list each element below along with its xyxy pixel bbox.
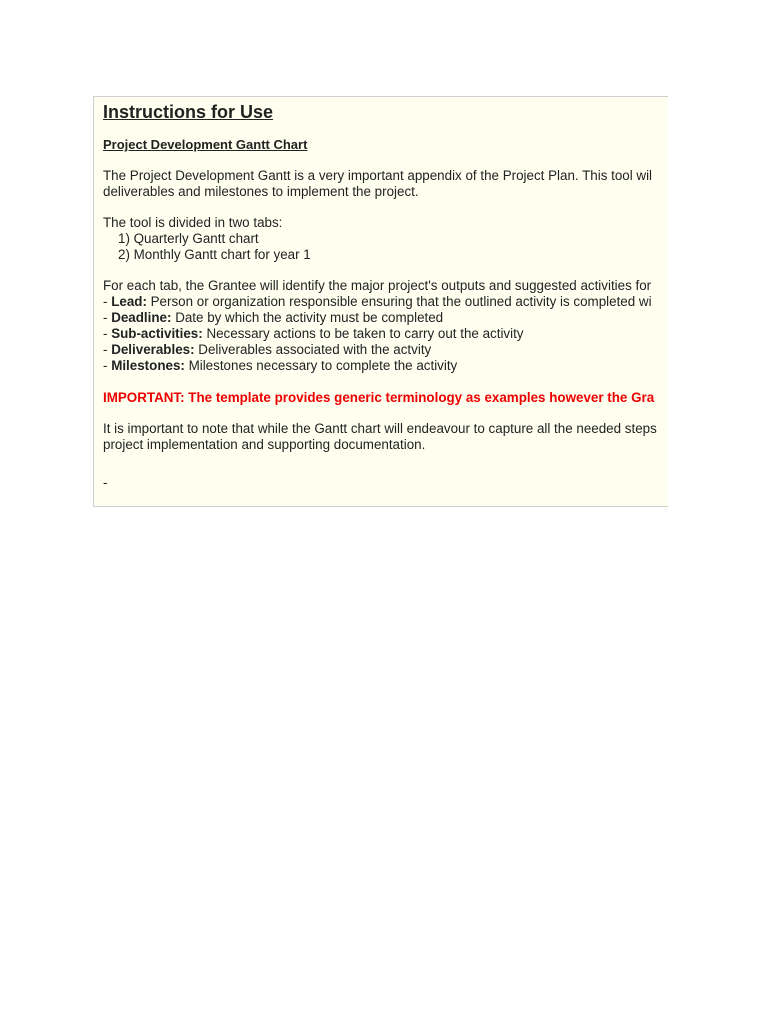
tabs-intro: The tool is divided in two tabs:: [103, 215, 283, 230]
tab-list-item: 1) Quarterly Gantt chart: [118, 231, 259, 246]
section-subtitle: Project Development Gantt Chart: [103, 137, 308, 152]
trailing-dash: -: [103, 475, 108, 490]
definition-term: Milestones:: [111, 358, 185, 373]
instructions-panel: [93, 96, 668, 507]
definitions-paragraph: [103, 278, 668, 374]
definition-prefix: -: [103, 358, 112, 373]
definition-milestones: [103, 358, 668, 374]
intro-paragraph: [103, 168, 668, 200]
definition-prefix: -: [103, 326, 112, 341]
tab-list-item: 2) Monthly Gantt chart for year 1: [118, 247, 311, 262]
definition-desc: Deliverables associated with the actvity: [194, 342, 432, 357]
definition-desc: Person or organization responsible ensuring that the outlined activity is completed wi: [146, 294, 652, 309]
definition-prefix: -: [103, 342, 112, 357]
instructions-content: [103, 101, 668, 491]
definition-sub-activities: [103, 326, 668, 342]
definition-desc: Date by which the activity must be completed: [171, 310, 444, 325]
definition-term: Deadline:: [111, 310, 172, 325]
definition-term: Lead:: [111, 294, 147, 309]
note-line: It is important to note that while the Gantt chart will endeavour to capture all the needed steps: [103, 421, 657, 436]
definition-term: Deliverables:: [111, 342, 195, 357]
note-paragraph: [103, 421, 668, 453]
intro-line: deliverables and milestones to implement the project.: [103, 184, 419, 199]
definition-deadline: [103, 310, 668, 326]
definition-desc: Milestones necessary to complete the activity: [184, 358, 458, 373]
definition-lead: [103, 294, 668, 310]
definition-prefix: -: [103, 310, 112, 325]
each-tab-line: For each tab, the Grantee will identify the major project's outputs and suggested activities for: [103, 278, 652, 293]
intro-line: The Project Development Gantt is a very important appendix of the Project Plan. This tool wil: [103, 168, 653, 183]
page-title: Instructions for Use: [103, 102, 274, 122]
tabs-paragraph: [103, 215, 668, 263]
definition-term: Sub-activities:: [111, 326, 203, 341]
note-line: project implementation and supporting documentation.: [103, 437, 426, 452]
definition-desc: Necessary actions to be taken to carry out the activity: [202, 326, 524, 341]
definition-deliverables: [103, 342, 668, 358]
definition-prefix: -: [103, 294, 112, 309]
important-notice: IMPORTANT: The template provides generic terminology as examples however the Gra: [103, 390, 655, 405]
